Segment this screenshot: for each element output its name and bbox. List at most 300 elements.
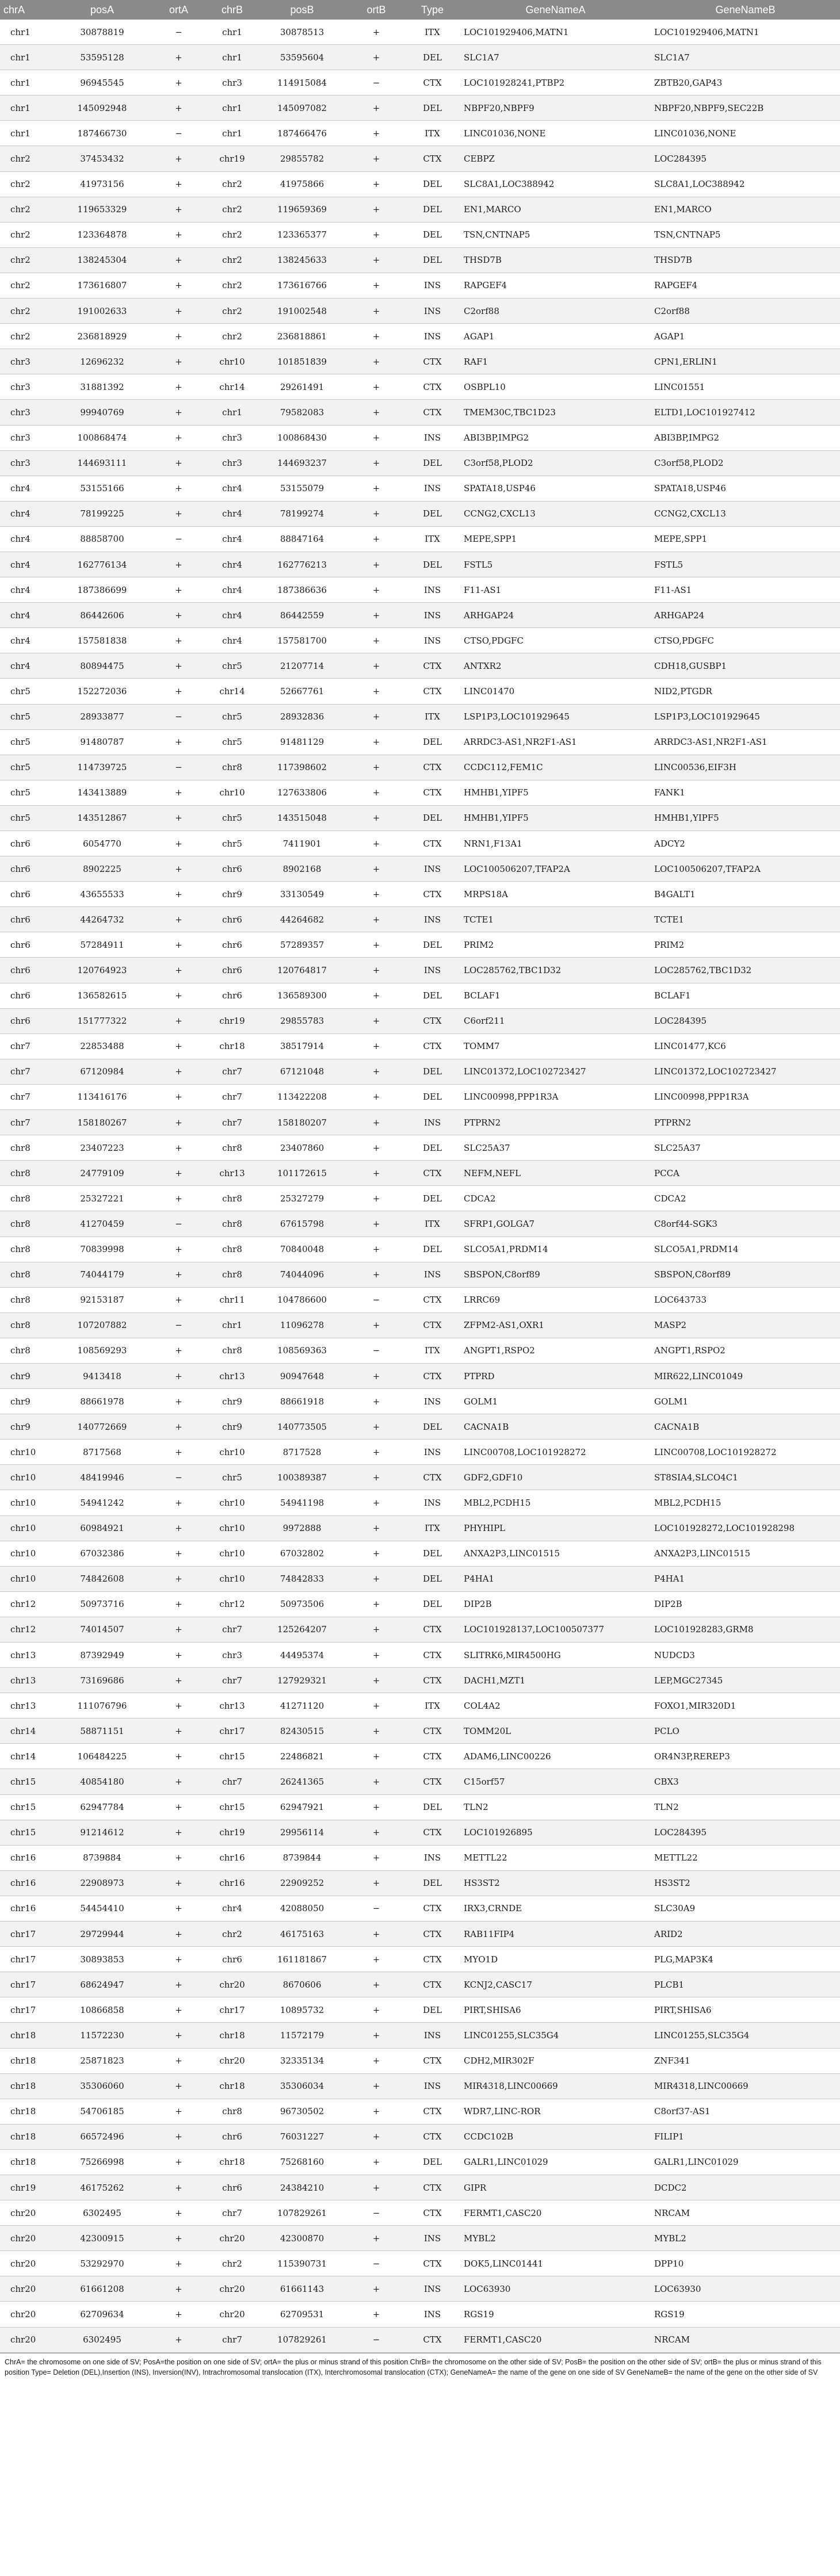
cell-chra: chr18: [0, 2073, 55, 2099]
cell-chrb: chr7: [208, 1084, 256, 1109]
cell-orta: +: [149, 2175, 208, 2200]
cell-orta: +: [149, 1363, 208, 1388]
cell-chrb: chr18: [208, 2149, 256, 2175]
cell-ortb: +: [348, 1084, 404, 1109]
cell-orta: +: [149, 1845, 208, 1870]
cell-chra: chr2: [0, 247, 55, 273]
cell-genenamea: MYBL2: [460, 2226, 651, 2251]
cell-ortb: +: [348, 197, 404, 222]
cell-ortb: +: [348, 2124, 404, 2149]
cell-type: CTX: [404, 1947, 460, 1972]
cell-type: CTX: [404, 2327, 460, 2352]
cell-type: DEL: [404, 983, 460, 1008]
cell-posa: 73169686: [55, 1668, 149, 1693]
cell-posb: 125264207: [256, 1617, 348, 1642]
cell-type: CTX: [404, 2200, 460, 2226]
cell-orta: +: [149, 1820, 208, 1845]
cell-posa: 8717568: [55, 1440, 149, 1465]
cell-posb: 76031227: [256, 2124, 348, 2149]
table-row: [0, 1566, 840, 1591]
cell-genenameb: ZNF341: [651, 2048, 840, 2073]
cell-type: CTX: [404, 679, 460, 704]
table-row: [0, 349, 840, 374]
cell-posa: 113416176: [55, 1084, 149, 1109]
cell-type: CTX: [404, 1161, 460, 1186]
cell-posa: 40854180: [55, 1769, 149, 1794]
table-row: [0, 805, 840, 830]
cell-genenameb: LOC100506207,TFAP2A: [651, 856, 840, 882]
cell-orta: +: [149, 1947, 208, 1972]
cell-chrb: chr8: [208, 1237, 256, 1262]
table-row: [0, 755, 840, 780]
table-row: [0, 1820, 840, 1845]
cell-genenamea: P4HA1: [460, 1566, 651, 1591]
cell-orta: +: [149, 2023, 208, 2048]
cell-type: DEL: [404, 1186, 460, 1211]
cell-ortb: +: [348, 679, 404, 704]
cell-ortb: +: [348, 1820, 404, 1845]
cell-chra: chr5: [0, 805, 55, 830]
cell-posa: 53292970: [55, 2251, 149, 2276]
cell-genenamea: C3orf58,PLOD2: [460, 450, 651, 476]
cell-chra: chr8: [0, 1211, 55, 1237]
cell-chra: chr5: [0, 729, 55, 755]
cell-ortb: +: [348, 1161, 404, 1186]
cell-chrb: chr5: [208, 704, 256, 729]
cell-posb: 9972888: [256, 1515, 348, 1541]
cell-genenameb: PRIM2: [651, 932, 840, 958]
cell-chra: chr18: [0, 2023, 55, 2048]
cell-genenameb: FOXO1,MIR320D1: [651, 1693, 840, 1718]
table-row: [0, 1591, 840, 1617]
cell-orta: +: [149, 1515, 208, 1541]
cell-type: DEL: [404, 1566, 460, 1591]
cell-genenamea: MRPS18A: [460, 882, 651, 907]
cell-chra: chr6: [0, 907, 55, 932]
cell-orta: +: [149, 146, 208, 171]
cell-genenamea: LRRC69: [460, 1287, 651, 1312]
cell-type: DEL: [404, 95, 460, 121]
cell-orta: +: [149, 2302, 208, 2327]
cell-ortb: +: [348, 2048, 404, 2073]
cell-genenameb: PCCA: [651, 1161, 840, 1186]
cell-orta: +: [149, 856, 208, 882]
cell-genenameb: LINC01255,SLC35G4: [651, 2023, 840, 2048]
cell-chra: chr20: [0, 2226, 55, 2251]
cell-posa: 152272036: [55, 679, 149, 704]
cell-posa: 140772669: [55, 1414, 149, 1440]
cell-genenameb: C8orf37-AS1: [651, 2099, 840, 2124]
cell-orta: +: [149, 1440, 208, 1465]
cell-genenameb: LINC00708,LOC101928272: [651, 1440, 840, 1465]
cell-genenameb: FILIP1: [651, 2124, 840, 2149]
cell-posa: 92153187: [55, 1287, 149, 1312]
cell-ortb: +: [348, 20, 404, 45]
cell-posa: 106484225: [55, 1744, 149, 1769]
cell-posa: 12696232: [55, 349, 149, 374]
col-header-genenameb: GeneNameB: [651, 0, 840, 20]
cell-ortb: +: [348, 1947, 404, 1972]
table-row: [0, 1008, 840, 1034]
cell-orta: +: [149, 425, 208, 450]
cell-type: CTX: [404, 1668, 460, 1693]
cell-orta: +: [149, 273, 208, 298]
cell-posb: 11572179: [256, 2023, 348, 2048]
cell-posb: 41271120: [256, 1693, 348, 1718]
cell-chra: chr1: [0, 121, 55, 146]
cell-type: ITX: [404, 1515, 460, 1541]
cell-genenameb: MBL2,PCDH15: [651, 1490, 840, 1515]
col-header-orta: ortA: [149, 0, 208, 20]
cell-genenameb: NRCAM: [651, 2200, 840, 2226]
cell-type: DEL: [404, 932, 460, 958]
table-row: [0, 932, 840, 958]
cell-chrb: chr5: [208, 831, 256, 856]
cell-posb: 236818861: [256, 324, 348, 349]
cell-posa: 66572496: [55, 2124, 149, 2149]
cell-ortb: +: [348, 1794, 404, 1820]
cell-type: CTX: [404, 374, 460, 400]
cell-chra: chr4: [0, 653, 55, 679]
cell-genenameb: SLC8A1,LOC388942: [651, 171, 840, 197]
cell-posb: 107829261: [256, 2200, 348, 2226]
cell-orta: +: [149, 983, 208, 1008]
cell-type: INS: [404, 1389, 460, 1414]
cell-posa: 67032386: [55, 1541, 149, 1566]
cell-chra: chr2: [0, 222, 55, 247]
cell-type: INS: [404, 2023, 460, 2048]
cell-genenamea: LOC63930: [460, 2276, 651, 2302]
cell-posa: 187466730: [55, 121, 149, 146]
cell-chra: chr2: [0, 324, 55, 349]
cell-ortb: +: [348, 2149, 404, 2175]
cell-orta: +: [149, 2251, 208, 2276]
table-row: [0, 1643, 840, 1668]
table-row: [0, 1845, 840, 1870]
cell-chrb: chr14: [208, 679, 256, 704]
col-header-ortb: ortB: [348, 0, 404, 20]
cell-posb: 123365377: [256, 222, 348, 247]
cell-orta: +: [149, 1034, 208, 1059]
cell-posa: 157581838: [55, 628, 149, 653]
cell-ortb: +: [348, 1059, 404, 1084]
cell-chra: chr14: [0, 1718, 55, 1744]
cell-chrb: chr8: [208, 1186, 256, 1211]
col-header-genenamea: GeneNameA: [460, 0, 651, 20]
cell-genenameb: HMHB1,YIPF5: [651, 805, 840, 830]
cell-genenamea: IRX3,CRNDE: [460, 1896, 651, 1921]
cell-genenamea: LOC285762,TBC1D32: [460, 958, 651, 983]
cell-orta: +: [149, 2048, 208, 2073]
cell-chra: chr5: [0, 704, 55, 729]
cell-orta: +: [149, 501, 208, 526]
cell-chra: chr16: [0, 1870, 55, 1896]
cell-genenamea: LSP1P3,LOC101929645: [460, 704, 651, 729]
cell-type: CTX: [404, 2048, 460, 2073]
cell-orta: +: [149, 1135, 208, 1161]
cell-ortb: +: [348, 247, 404, 273]
cell-genenamea: LINC00708,LOC101928272: [460, 1440, 651, 1465]
cell-chrb: chr10: [208, 1566, 256, 1591]
cell-chrb: chr16: [208, 1870, 256, 1896]
cell-posa: 74044179: [55, 1262, 149, 1287]
cell-orta: +: [149, 2099, 208, 2124]
table-row: [0, 1744, 840, 1769]
table-row: [0, 526, 840, 552]
cell-genenameb: LOC285762,TBC1D32: [651, 958, 840, 983]
cell-chrb: chr1: [208, 20, 256, 45]
cell-ortb: +: [348, 349, 404, 374]
cell-type: INS: [404, 577, 460, 603]
cell-type: DEL: [404, 1591, 460, 1617]
cell-ortb: +: [348, 2175, 404, 2200]
cell-chra: chr17: [0, 1947, 55, 1972]
cell-ortb: +: [348, 1312, 404, 1338]
cell-genenameb: ANXA2P3,LINC01515: [651, 1541, 840, 1566]
cell-posb: 75268160: [256, 2149, 348, 2175]
cell-chrb: chr13: [208, 1693, 256, 1718]
cell-chrb: chr5: [208, 653, 256, 679]
cell-posb: 82430515: [256, 1718, 348, 1744]
cell-chrb: chr6: [208, 856, 256, 882]
cell-orta: +: [149, 45, 208, 70]
cell-posa: 86442606: [55, 603, 149, 628]
cell-chra: chr15: [0, 1769, 55, 1794]
cell-type: CTX: [404, 755, 460, 780]
cell-genenamea: DIP2B: [460, 1591, 651, 1617]
cell-type: INS: [404, 273, 460, 298]
cell-ortb: +: [348, 450, 404, 476]
cell-genenameb: SLC30A9: [651, 1896, 840, 1921]
cell-chra: chr5: [0, 679, 55, 704]
cell-genenameb: ST8SIA4,SLCO4C1: [651, 1465, 840, 1490]
cell-type: ITX: [404, 121, 460, 146]
cell-orta: +: [149, 1617, 208, 1642]
cell-posa: 143512867: [55, 805, 149, 830]
table-row: [0, 1515, 840, 1541]
cell-chra: chr13: [0, 1643, 55, 1668]
cell-chra: chr10: [0, 1490, 55, 1515]
cell-posb: 100868430: [256, 425, 348, 450]
cell-chrb: chr1: [208, 45, 256, 70]
table-row: [0, 628, 840, 653]
cell-posa: 25871823: [55, 2048, 149, 2073]
cell-orta: +: [149, 1896, 208, 1921]
cell-posa: 111076796: [55, 1693, 149, 1718]
cell-type: ITX: [404, 1211, 460, 1237]
cell-posb: 173616766: [256, 273, 348, 298]
table-row: [0, 1034, 840, 1059]
cell-posa: 53155166: [55, 476, 149, 501]
cell-genenamea: LOC101929406,MATN1: [460, 20, 651, 45]
cell-posa: 23407223: [55, 1135, 149, 1161]
cell-orta: −: [149, 121, 208, 146]
cell-chra: chr6: [0, 831, 55, 856]
col-header-posa: posA: [55, 0, 149, 20]
table-row: [0, 1693, 840, 1718]
cell-genenamea: PIRT,SHISA6: [460, 1997, 651, 2023]
cell-genenamea: LOC101928241,PTBP2: [460, 70, 651, 95]
cell-orta: +: [149, 1693, 208, 1718]
cell-genenamea: CDCA2: [460, 1186, 651, 1211]
cell-chra: chr17: [0, 1997, 55, 2023]
cell-type: INS: [404, 958, 460, 983]
cell-genenamea: CCDC102B: [460, 2124, 651, 2149]
cell-genenamea: SPATA18,USP46: [460, 476, 651, 501]
cell-posa: 41973156: [55, 171, 149, 197]
cell-posa: 60984921: [55, 1515, 149, 1541]
table-row: [0, 222, 840, 247]
cell-type: DEL: [404, 1997, 460, 2023]
table-row: [0, 298, 840, 324]
table-row: [0, 197, 840, 222]
cell-posb: 158180207: [256, 1110, 348, 1135]
cell-chra: chr18: [0, 2149, 55, 2175]
cell-posa: 91214612: [55, 1820, 149, 1845]
cell-genenamea: MYO1D: [460, 1947, 651, 1972]
cell-ortb: +: [348, 2099, 404, 2124]
cell-orta: +: [149, 628, 208, 653]
cell-genenamea: RAB11FIP4: [460, 1922, 651, 1947]
cell-posa: 136582615: [55, 983, 149, 1008]
cell-posa: 6302495: [55, 2327, 149, 2352]
table-row: [0, 907, 840, 932]
cell-posb: 26241365: [256, 1769, 348, 1794]
cell-genenameb: PTPRN2: [651, 1110, 840, 1135]
cell-genenamea: SLC8A1,LOC388942: [460, 171, 651, 197]
cell-genenameb: LOC284395: [651, 1008, 840, 1034]
cell-orta: +: [149, 70, 208, 95]
cell-genenamea: NBPF20,NBPF9: [460, 95, 651, 121]
cell-type: INS: [404, 476, 460, 501]
cell-posa: 6302495: [55, 2200, 149, 2226]
table-row: [0, 1287, 840, 1312]
cell-ortb: +: [348, 780, 404, 805]
cell-orta: +: [149, 1389, 208, 1414]
cell-posa: 187386699: [55, 577, 149, 603]
cell-type: DEL: [404, 450, 460, 476]
cell-type: DEL: [404, 2149, 460, 2175]
cell-chrb: chr8: [208, 1135, 256, 1161]
cell-posb: 145097082: [256, 95, 348, 121]
cell-chra: chr10: [0, 1440, 55, 1465]
cell-posb: 119659369: [256, 197, 348, 222]
cell-posa: 29729944: [55, 1922, 149, 1947]
cell-chrb: chr6: [208, 983, 256, 1008]
cell-orta: +: [149, 324, 208, 349]
cell-genenamea: LOC100506207,TFAP2A: [460, 856, 651, 882]
cell-chra: chr9: [0, 1414, 55, 1440]
cell-posb: 28932836: [256, 704, 348, 729]
cell-chrb: chr5: [208, 729, 256, 755]
cell-posb: 115390731: [256, 2251, 348, 2276]
cell-orta: −: [149, 1211, 208, 1237]
cell-chra: chr17: [0, 1922, 55, 1947]
cell-chrb: chr3: [208, 450, 256, 476]
table-row: [0, 1769, 840, 1794]
cell-posb: 21207714: [256, 653, 348, 679]
cell-genenameb: LOC284395: [651, 1820, 840, 1845]
cell-chra: chr8: [0, 1161, 55, 1186]
cell-genenameb: THSD7B: [651, 247, 840, 273]
cell-chrb: chr4: [208, 1896, 256, 1921]
cell-posb: 41975866: [256, 171, 348, 197]
cell-posb: 104786600: [256, 1287, 348, 1312]
cell-ortb: +: [348, 1034, 404, 1059]
cell-type: DEL: [404, 247, 460, 273]
table-row: [0, 1922, 840, 1947]
cell-posb: 62709531: [256, 2302, 348, 2327]
cell-genenameb: METTL22: [651, 1845, 840, 1870]
table-row: [0, 2023, 840, 2048]
cell-type: CTX: [404, 1820, 460, 1845]
cell-chra: chr7: [0, 1059, 55, 1084]
cell-posb: 101172615: [256, 1161, 348, 1186]
cell-chrb: chr4: [208, 526, 256, 552]
cell-orta: −: [149, 526, 208, 552]
cell-chrb: chr8: [208, 1338, 256, 1363]
cell-chrb: chr20: [208, 2048, 256, 2073]
cell-chrb: chr7: [208, 1668, 256, 1693]
cell-posa: 62709634: [55, 2302, 149, 2327]
cell-type: CTX: [404, 653, 460, 679]
cell-type: DEL: [404, 1084, 460, 1109]
cell-posa: 8739884: [55, 1845, 149, 1870]
cell-chra: chr3: [0, 450, 55, 476]
cell-posa: 143413889: [55, 780, 149, 805]
cell-genenameb: LOC101928272,LOC101928298: [651, 1515, 840, 1541]
cell-genenamea: ABI3BP,IMPG2: [460, 425, 651, 450]
cell-orta: −: [149, 755, 208, 780]
cell-posa: 30878819: [55, 20, 149, 45]
cell-chra: chr7: [0, 1110, 55, 1135]
table-row: [0, 1389, 840, 1414]
cell-posb: 50973506: [256, 1591, 348, 1617]
cell-chra: chr20: [0, 2200, 55, 2226]
cell-orta: +: [149, 349, 208, 374]
cell-posa: 138245304: [55, 247, 149, 273]
cell-genenamea: AGAP1: [460, 324, 651, 349]
cell-ortb: +: [348, 552, 404, 577]
cell-chra: chr8: [0, 1287, 55, 1312]
cell-genenamea: MIR4318,LINC00669: [460, 2073, 651, 2099]
cell-orta: +: [149, 1718, 208, 1744]
cell-genenameb: RGS19: [651, 2302, 840, 2327]
cell-chra: chr10: [0, 1515, 55, 1541]
cell-posa: 30893853: [55, 1947, 149, 1972]
cell-genenameb: DPP10: [651, 2251, 840, 2276]
cell-genenameb: GALR1,LINC01029: [651, 2149, 840, 2175]
cell-genenameb: NRCAM: [651, 2327, 840, 2352]
cell-type: DEL: [404, 1870, 460, 1896]
cell-posa: 96945545: [55, 70, 149, 95]
cell-type: DEL: [404, 1414, 460, 1440]
cell-type: INS: [404, 856, 460, 882]
cell-chrb: chr8: [208, 1211, 256, 1237]
cell-posb: 32335134: [256, 2048, 348, 2073]
cell-chra: chr4: [0, 526, 55, 552]
cell-chrb: chr2: [208, 222, 256, 247]
cell-posa: 151777322: [55, 1008, 149, 1034]
cell-posa: 114739725: [55, 755, 149, 780]
cell-genenameb: LINC01036,NONE: [651, 121, 840, 146]
cell-genenamea: SLITRK6,MIR4500HG: [460, 1643, 651, 1668]
cell-orta: −: [149, 1465, 208, 1490]
cell-ortb: +: [348, 1668, 404, 1693]
cell-genenamea: TOMM20L: [460, 1718, 651, 1744]
cell-chrb: chr8: [208, 1262, 256, 1287]
table-row: [0, 171, 840, 197]
